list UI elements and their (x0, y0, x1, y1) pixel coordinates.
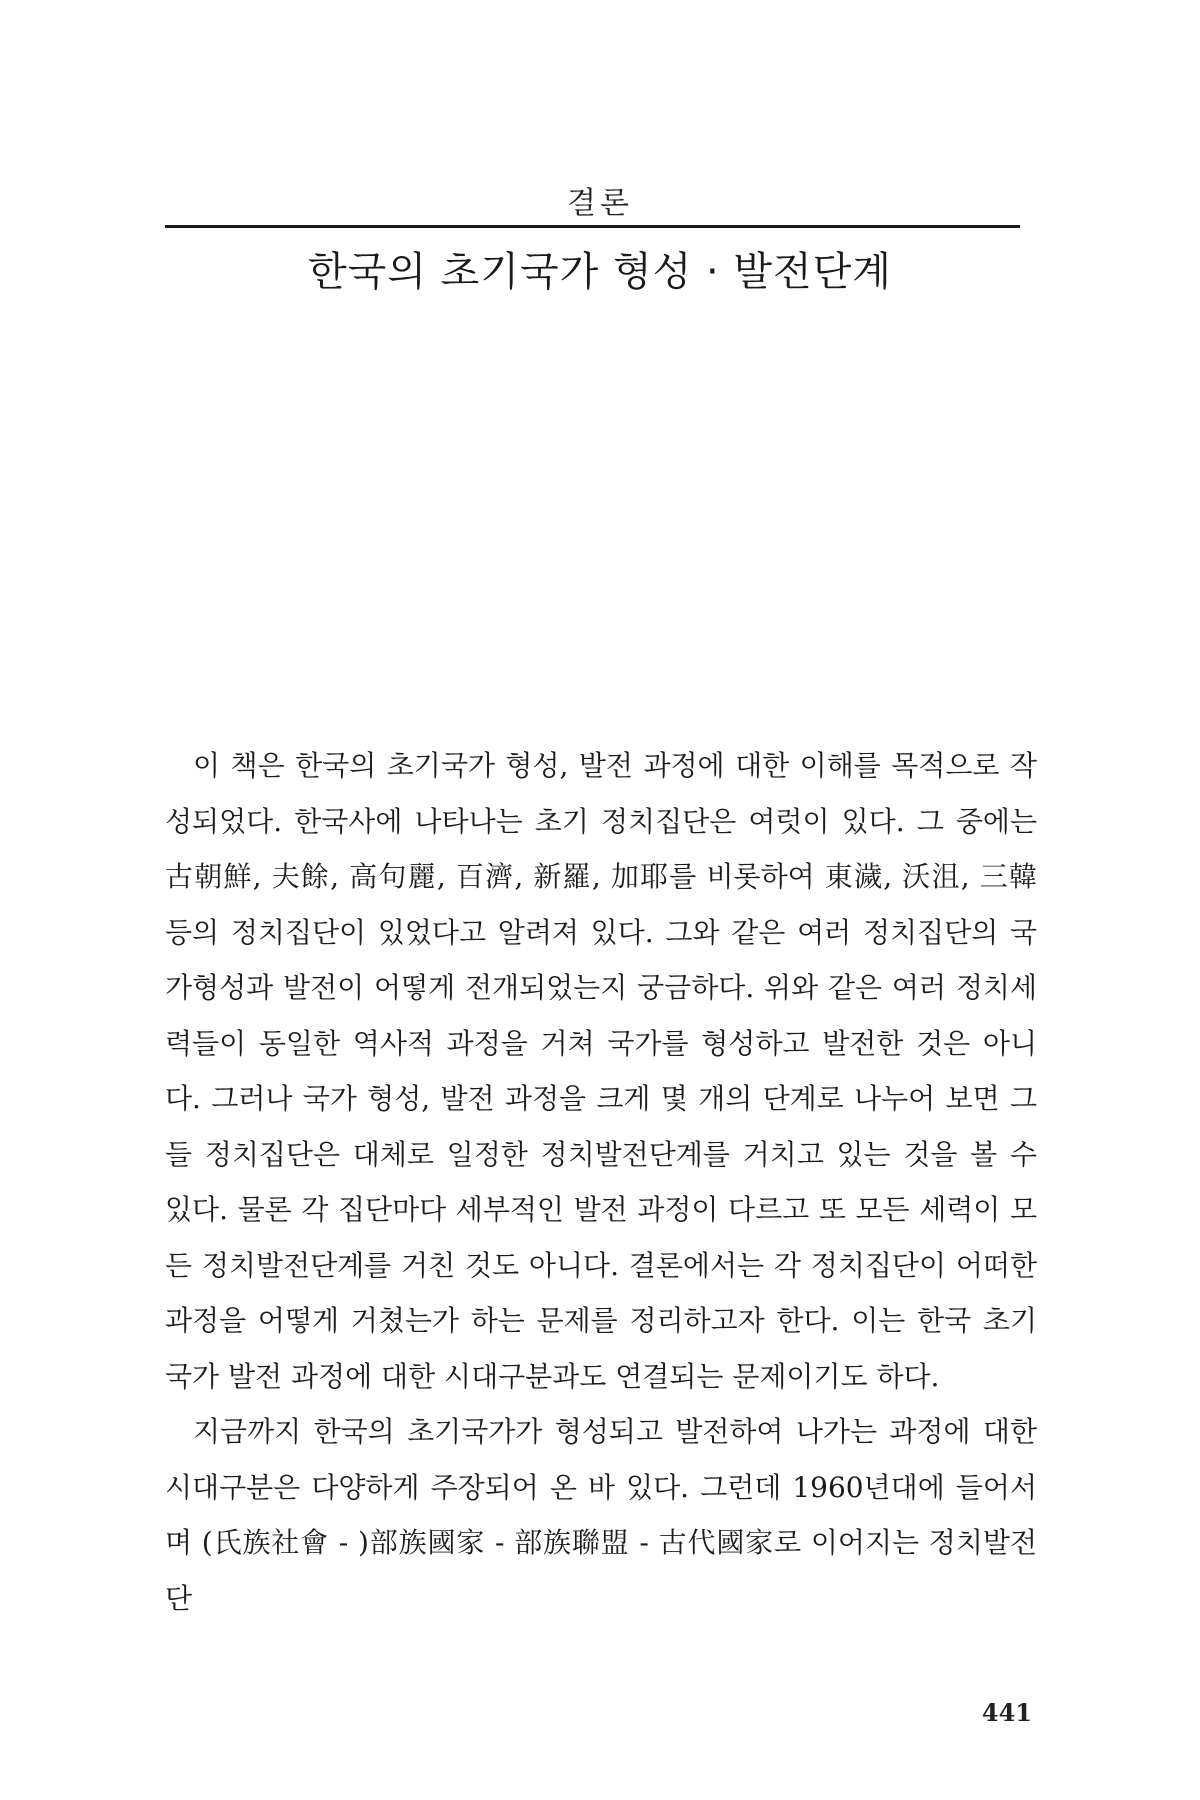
chapter-label: 결론 (567, 186, 633, 221)
header-rule (165, 225, 1020, 228)
body-text (165, 738, 1037, 1626)
chapter-title: 한국의 초기국가 형성 · 발전단계 (308, 249, 892, 295)
page-number: 441 (981, 1698, 1032, 1727)
paragraph-2: 지금까지 한국의 초기국가가 형성되고 발전하여 나가는 과정에 대한 시대구분은 다양하게 주장되어 온 바 있다. 그런데 1960년대에 들어서며 (氏族社會 - )部族國家 - 部族聯盟 - 古代國家로 이어지는 정치발전단 (165, 1415, 1037, 1615)
paragraph-1: 이 책은 한국의 초기국가 형성, 발전 과정에 대한 이해를 목적으로 작성되었다. 한국사에 나타나는 초기 정치집단은 여럿이 있다. 그 중에는 古朝鮮, 夫餘, 高句麗, 百濟, 新羅, 加耶를 비롯하여 東濊, 沃沮, 三韓 등의 정치집단이 있었다고 알려져 있다. 그와 같은 여러 정치집단의 국가형성과 발전이 어떻게 전개되었는지 궁금하다. 위와 같은 여러 정치세력들이 동일한 역사적 과정을 거쳐 국가를 형성하고 발전한 것은 아니다. 그러나 국가 형성, 발전 과정을 크게 몇 개의 단계로 나누어 보면 그들 정치집단은 대체로 일정한 정치발전단계를 거치고 있는 것을 볼 수 있다. 물론 각 집단마다 세부적인 발전 과정이 다르고 또 모든 세력이 모든 정치발전단계를 거친 것도 아니다. 결론에서는 각 정치집단이 어떠한 과정을 어떻게 거쳤는가 하는 문제를 정리하고자 한다. 이는 한국 초기국가 발전 과정에 대한 시대구분과도 연결되는 문제이기도 하다. (165, 749, 1037, 1393)
